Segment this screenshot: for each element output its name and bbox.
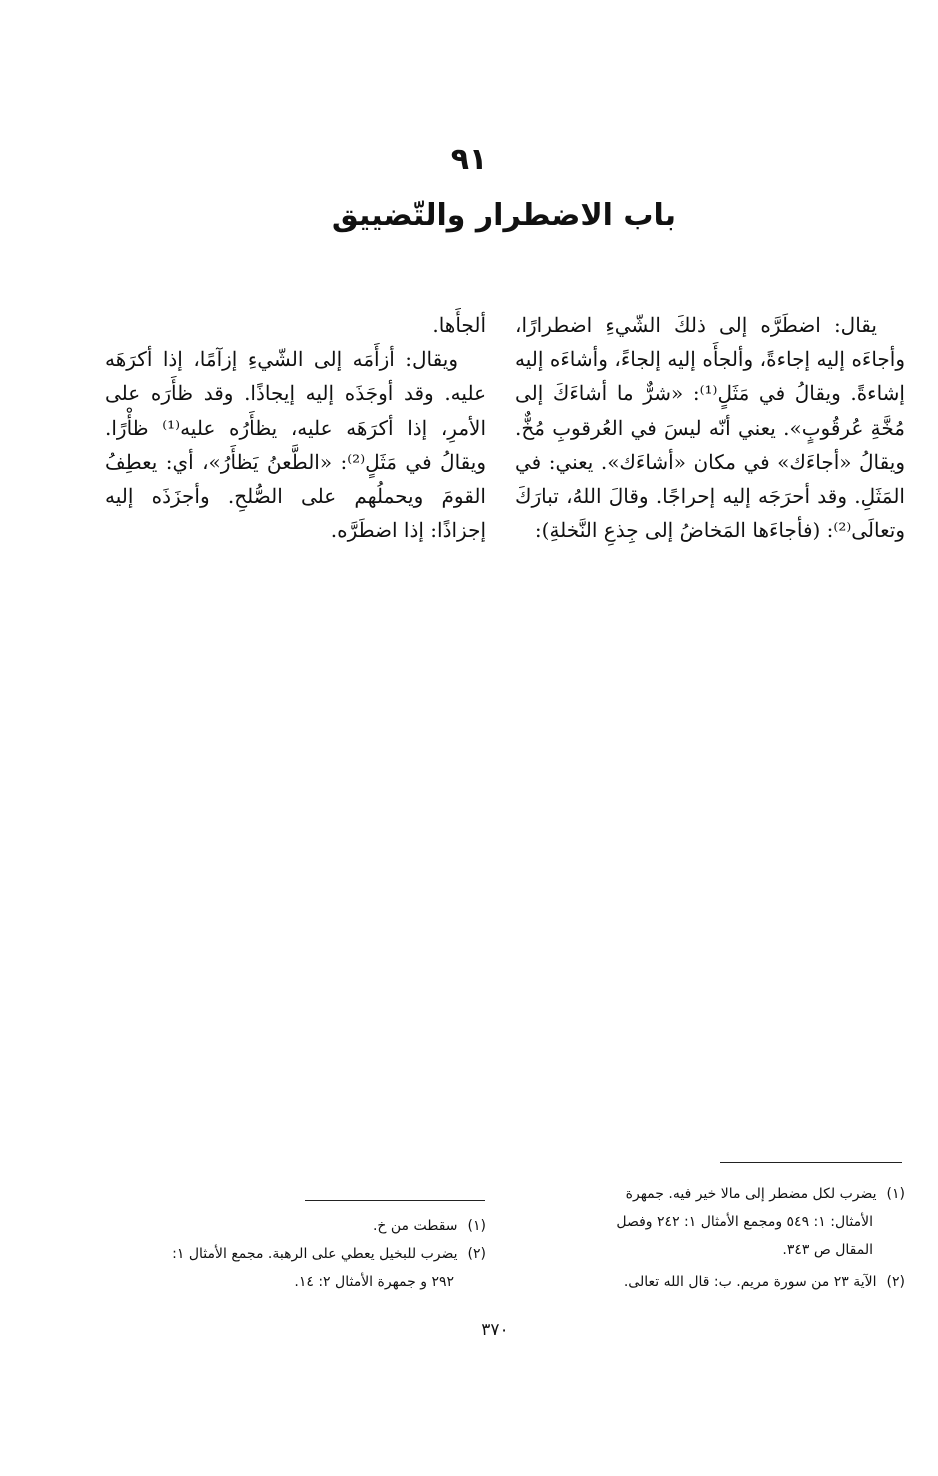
footnote-continuation: ٢٩٢ و جمهرة الأمثال ٢: ١٤. <box>294 1274 454 1290</box>
footnote-text: يضرب لكل مضطر إلى مالا خير فيه. جمهرة <box>625 1186 877 1202</box>
chapter-number: ٩١ <box>450 142 488 177</box>
footnote-1 <box>90 1212 486 1240</box>
text-column-left <box>105 308 486 547</box>
page-number: ٣٧٠ <box>481 1320 509 1340</box>
footnote-number: (١) <box>467 1218 486 1234</box>
footnote-number: (٢) <box>467 1246 486 1262</box>
footnotes-left <box>90 1212 486 1296</box>
footnote-text: يضرب للبخيل يعطي على الرهبة. مجمع الأمثال ١: <box>172 1246 458 1262</box>
paragraph: ويقال: أزأَمَه إلى الشّيءِ إزآمًا، إذا أكرَهَه عليه. وقد أوجَذَه إليه إيجاذًا. وقد ظأَرَه على الأمرِ، إذا أكرَهَه عليه، يظأَرُه عليه⁽¹⁾ ظأْرًا. ويقالُ في مَثَلٍ⁽²⁾: «الطَّعنُ يَظأَرُ»، أي: يعطِفُ القومَ ويحملُهم على الصُّلحِ. وأجزَذَه إليه إجزاذًا: إذا اضطَرَّه. <box>105 347 487 543</box>
footnote-divider-left <box>305 1200 485 1201</box>
footnotes-right <box>505 1180 905 1296</box>
footnote-text: سقطت من خ. <box>372 1218 458 1234</box>
paragraph: يقال: اضطَرَّه إلى ذلكَ الشّيءِ اضطرارًا، وأجاءَه إليه إجاءةً، وألجأَه إليه إلجاءً، وأشاءَه إليه إشاءةً. ويقالُ في مَثَلٍ⁽¹⁾: «شرٌّ ما أشاءَكَ إلى مُخَّةِ عُرقُوبٍ». يعني أنّه ليسَ في العُرقوبِ مُخٌّ. ويقالُ «أجاءَك» في مكان «أشاءَك». يعني: في المَثَلِ. وقد أحرَجَه إليه إحراجًا. وقالَ اللهُ، تبارَكَ وتعالَى⁽²⁾: (فأجاءَها المَخاضُ إلى جِذعِ النَّخلةِ): <box>515 313 905 543</box>
footnote-2 <box>505 1268 905 1296</box>
footnote-divider-right <box>720 1162 902 1163</box>
paragraph-continuation: ألجأَها. <box>432 313 486 337</box>
footnote-number: (٢) <box>886 1274 905 1290</box>
footnote-1 <box>505 1180 905 1208</box>
chapter-title: باب الاضطرار والتّضييق <box>331 198 677 233</box>
footnote-2 <box>90 1240 486 1268</box>
footnote-continuation: المقال ص ٣٤٣. <box>782 1242 873 1258</box>
text-column-right <box>515 308 905 547</box>
footnote-text: الآية ٢٣ من سورة مريم. ب: قال الله تعالى. <box>623 1274 877 1290</box>
footnote-continuation: الأمثال: ١: ٥٤٩ ومجمع الأمثال ١: ٢٤٢ وفصل <box>616 1214 873 1230</box>
footnote-number: (١) <box>886 1186 905 1202</box>
